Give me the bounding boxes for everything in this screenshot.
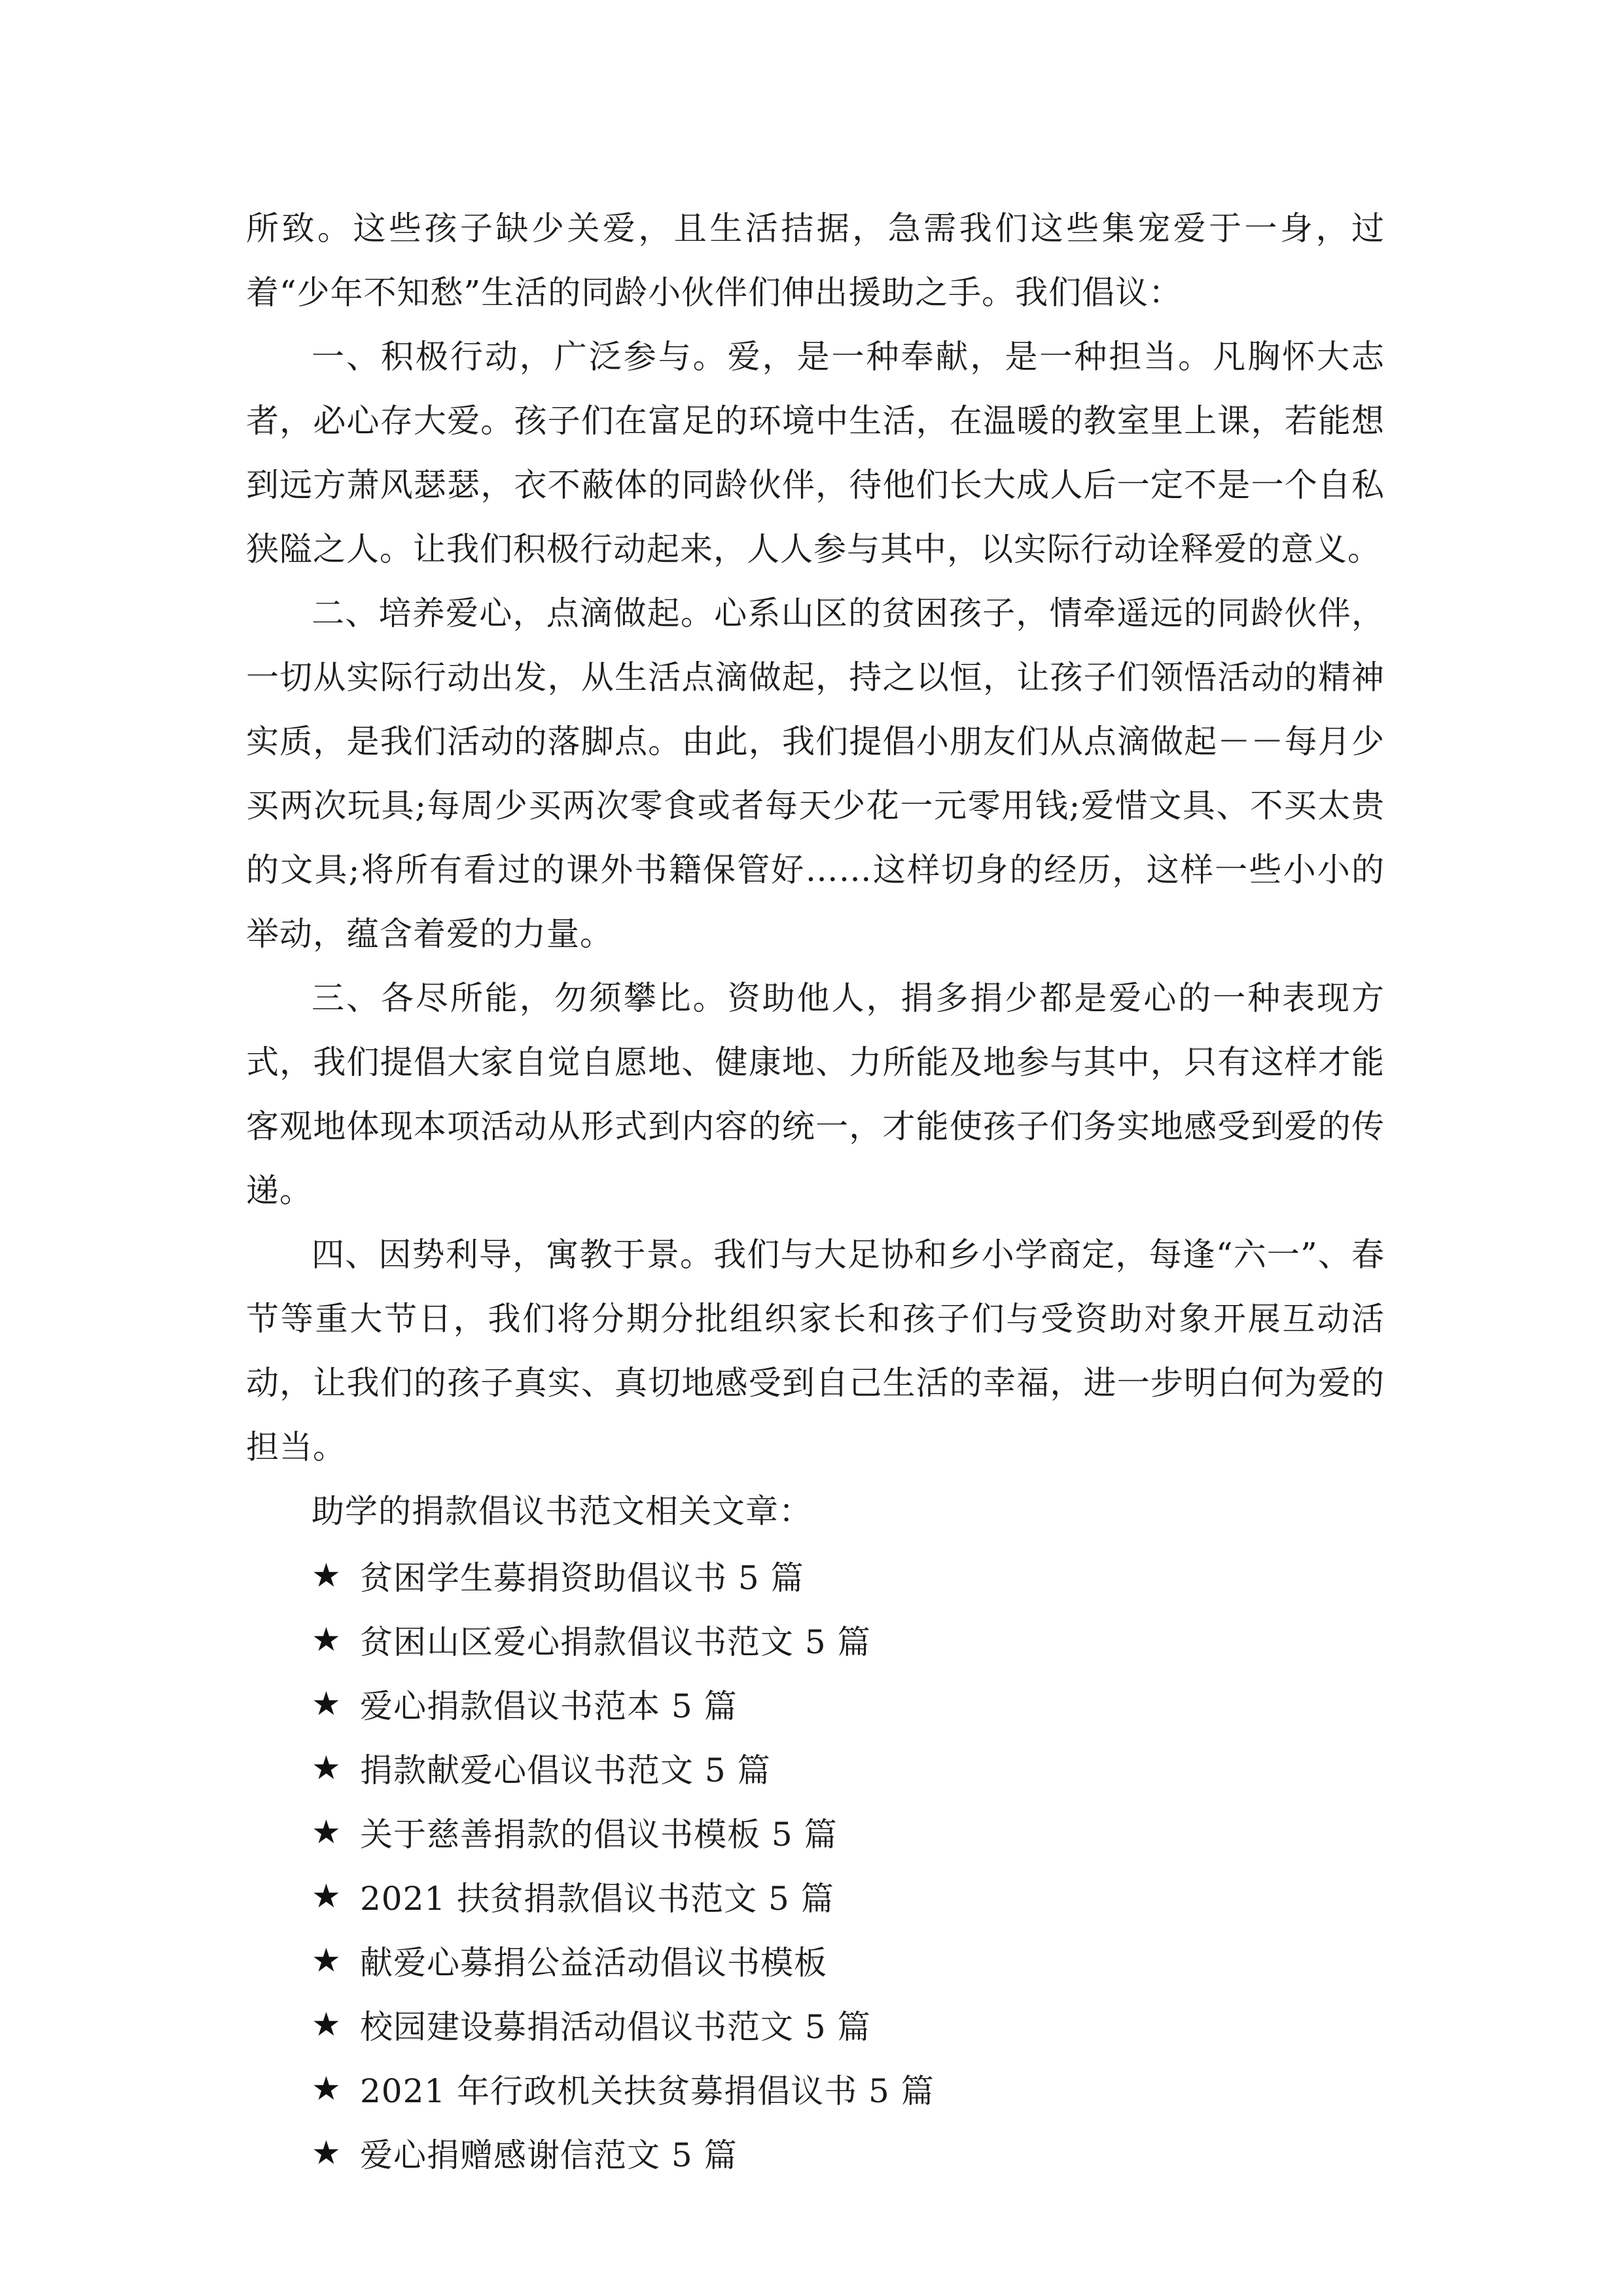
related-article-link[interactable] bbox=[246, 1864, 1385, 1928]
paragraph-proposal-2: 二、培养爱心，点滴做起。心系山区的贫困孩子，情牵遥远的同龄伙伴，一切从实际行动出发，从生活点滴做起，持之以恒，让孩子们领悟活动的精神实质，是我们活动的落脚点。由此，我们提倡小朋友们从点滴做起－－每月少买两次玩具;每周少买两次零食或者每天少花一元零用钱;爱惜文具、不买太贵的文具;将所有看过的课外书籍保管好……这样切身的经历，这样一些小小的举动，蕴含着爱的力量。 bbox=[246, 594, 1385, 953]
related-article-title[interactable]: 贫困山区爱心捐款倡议书范文 5 篇 bbox=[360, 1623, 871, 1661]
related-article-link[interactable] bbox=[246, 2121, 1385, 2185]
related-article-link[interactable] bbox=[246, 1543, 1385, 1607]
paragraph-proposal-3: 三、各尽所能，勿须攀比。资助他人，捐多捐少都是爱心的一种表现方式，我们提倡大家自觉自愿地、健康地、力所能及地参与其中，只有这样才能客观地体现本项活动从形式到内容的统一，才能使孩子们务实地感受到爱的传递。 bbox=[246, 979, 1385, 1210]
related-article-link[interactable] bbox=[246, 1607, 1385, 1672]
related-articles-list bbox=[246, 1543, 1385, 2185]
related-article-title[interactable]: 捐款献爱心倡议书范文 5 篇 bbox=[360, 1751, 771, 1789]
related-article-title[interactable]: 关于慈善捐款的倡议书模板 5 篇 bbox=[360, 1816, 838, 1854]
star-icon: ★ bbox=[312, 1685, 342, 1723]
related-article-link[interactable] bbox=[246, 1992, 1385, 2056]
star-icon: ★ bbox=[312, 2134, 342, 2172]
paragraph-proposal-1: 一、积极行动，广泛参与。爱，是一种奉献，是一种担当。凡胸怀大志者，必心存大爱。孩子们在富足的环境中生活，在温暖的教室里上课，若能想到远方萧风瑟瑟，衣不蔽体的同龄伙伴，待他们长大成人后一定不是一个自私狭隘之人。让我们积极行动起来，人人参与其中，以实际行动诠释爱的意义。 bbox=[246, 338, 1385, 568]
related-articles-heading: 助学的捐款倡议书范文相关文章： bbox=[312, 1492, 812, 1530]
star-icon: ★ bbox=[312, 1941, 342, 1979]
star-icon: ★ bbox=[312, 1621, 342, 1659]
related-article-title[interactable]: 2021 扶贫捐款倡议书范文 5 篇 bbox=[360, 1880, 834, 1918]
star-icon: ★ bbox=[312, 1749, 342, 1787]
related-article-title[interactable]: 爱心捐赠感谢信范文 5 篇 bbox=[360, 2136, 738, 2174]
related-article-link[interactable] bbox=[246, 1672, 1385, 1736]
related-article-link[interactable] bbox=[246, 2056, 1385, 2121]
related-article-link[interactable] bbox=[246, 1736, 1385, 1800]
star-icon: ★ bbox=[312, 2070, 342, 2108]
related-article-title[interactable]: 献爱心募捐公益活动倡议书模板 bbox=[360, 1944, 827, 1982]
star-icon: ★ bbox=[312, 1813, 342, 1851]
star-icon: ★ bbox=[312, 1877, 342, 1915]
paragraph-proposal-4: 四、因势利导，寓教于景。我们与大足协和乡小学商定，每逢“六一”、春节等重大节日，我们将分期分批组织家长和孩子们与受资助对象开展互动活动，让我们的孩子真实、真切地感受到自己生活的幸福，进一步明白何为爱的担当。 bbox=[246, 1236, 1385, 1466]
star-icon: ★ bbox=[312, 2005, 342, 2043]
related-article-link[interactable] bbox=[246, 1928, 1385, 1992]
related-article-link[interactable] bbox=[246, 1800, 1385, 1864]
related-article-title[interactable]: 贫困学生募捐资助倡议书 5 篇 bbox=[360, 1559, 804, 1597]
star-icon: ★ bbox=[312, 1556, 342, 1594]
related-article-title[interactable]: 2021 年行政机关扶贫募捐倡议书 5 篇 bbox=[360, 2072, 935, 2110]
related-article-title[interactable]: 校园建设募捐活动倡议书范文 5 篇 bbox=[360, 2008, 871, 2046]
document-body bbox=[246, 196, 1385, 2185]
paragraph-continuation: 所致。这些孩子缺少关爱，且生活拮据，急需我们这些集宠爱于一身，过着“少年不知愁”生活的同龄小伙伴们伸出援助之手。我们倡议： bbox=[246, 209, 1385, 312]
related-article-title[interactable]: 爱心捐款倡议书范本 5 篇 bbox=[360, 1687, 738, 1725]
